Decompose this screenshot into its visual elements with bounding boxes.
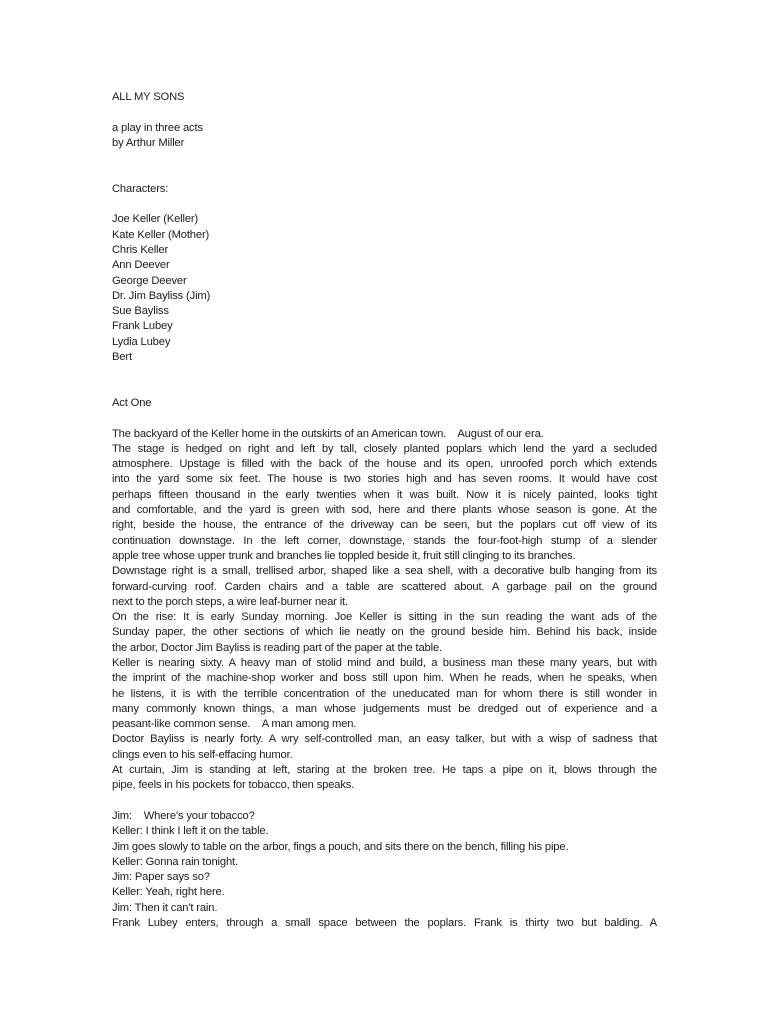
play-author: by Arthur Miller [112, 136, 185, 149]
stage-direction-line: atmosphere. Upstage is filled with the back of the house and its open, unroofed porch which extends [112, 458, 657, 471]
dialogue-line: Keller: Yeah, right here. [112, 886, 225, 899]
character-item: Chris Keller [112, 243, 169, 256]
character-item: Lydia Lubey [112, 335, 171, 348]
stage-direction-line: and comfortable, and the yard is green with sod, here and there plants whose season is gone. At the [112, 504, 657, 517]
dialogue-line: Jim: Where's your tobacco? [112, 809, 255, 822]
stage-direction-line: the imprint of the machine-shop worker and boss still upon him. When he reads, when he speaks, when [112, 672, 657, 685]
character-list [112, 212, 657, 365]
spacer [112, 381, 657, 396]
stage-direction-line: Doctor Bayliss is nearly forty. A wry self-controlled man, an easy talker, but with a wisp of sadness that [112, 733, 657, 746]
stage-direction-line: he listens, it is with the terrible concentration of the uneducated man for whom there is still wonder in [112, 687, 657, 700]
spacer [112, 105, 657, 120]
character-item: Kate Keller (Mother) [112, 228, 210, 241]
dialogue-line: Jim: Then it can't rain. [112, 901, 218, 914]
stage-direction-line: apple tree whose upper trunk and branches lie toppled beside it, fruit still clinging to its branches. [112, 549, 576, 562]
stage-direction-line: perhaps fifteen thousand in the early twenties when it was built. Now it is nicely painted, looks tight [112, 488, 657, 501]
play-title: ALL MY SONS [112, 91, 185, 103]
stage-direction-line: The backyard of the Keller home in the outskirts of an American town. August of our era. [112, 427, 544, 440]
spacer [112, 197, 657, 212]
stage-direction-line: continuation downstage. In the left corner, downstage, stands the four-foot-high stump of a slender [112, 534, 657, 547]
stage-direction-line: peasant-like common sense. A man among men. [112, 718, 357, 731]
stage-direction-line: the arbor, Doctor Jim Bayliss is reading part of the paper at the table. [112, 641, 442, 654]
stage-direction-line: Downstage right is a small, trellised arbor, shaped like a sea shell, with a decorative bulb hanging from its [112, 565, 657, 578]
spacer [112, 411, 657, 426]
stage-directions [112, 427, 657, 794]
dialogue-line: Jim goes slowly to table on the arbor, fings a pouch, and sits there on the bench, filling his pipe. [112, 840, 569, 853]
stage-direction-line: On the rise: It is early Sunday morning. Joe Keller is sitting in the sun reading the want ads of the [112, 611, 657, 624]
stage-direction-line: Sunday paper, the other sections of which lie neatly on the ground beside him. Behind his back, inside [112, 626, 657, 639]
dialogue [112, 809, 657, 916]
document-page [112, 90, 657, 931]
character-item: Bert [112, 351, 132, 364]
dialogue-line: Jim: Paper says so? [112, 871, 210, 884]
act-heading: Act One [112, 396, 152, 409]
character-item: Sue Bayliss [112, 305, 169, 318]
character-item: Joe Keller (Keller) [112, 213, 199, 226]
stage-direction-line: At curtain, Jim is standing at left, staring at the broken tree. He taps a pipe on it, blows through the [112, 764, 657, 777]
stage-direction-line: clings even to his self-effacing humor. [112, 748, 293, 761]
play-subtitle: a play in three acts [112, 121, 203, 134]
character-item: Ann Deever [112, 259, 170, 272]
spacer [112, 151, 657, 166]
stage-direction-line: forward-curving roof. Carden chairs and a table are scattered about. A garbage pail on the ground [112, 580, 657, 593]
spacer [112, 794, 657, 809]
stage-direction-line: next to the porch steps, a wire leaf-burner near it. [112, 595, 348, 608]
characters-heading: Characters: [112, 182, 169, 195]
stage-direction-line: many commonly known things, a man whose judgements must be dredged out of experience and a [112, 702, 657, 715]
spacer [112, 365, 657, 380]
character-item: George Deever [112, 274, 187, 287]
stage-direction-line: into the yard some six feet. The house is two stories high and has seven rooms. It would have cost [112, 473, 657, 486]
spacer [112, 166, 657, 181]
stage-direction-line: pipe, feels in his pockets for tobacco, then speaks. [112, 779, 355, 792]
stage-direction-line: The stage is hedged on right and left by tall, closely planted poplars which lend the yard a secluded [112, 442, 657, 455]
stage-direction-line: Keller is nearing sixty. A heavy man of stolid mind and build, a business man these many years, but with [112, 656, 657, 669]
stage-direction-line: right, beside the house, the entrance of the driveway can be seen, but the poplars cut off view of its [112, 519, 657, 532]
final-line: Frank Lubey enters, through a small space between the poplars. Frank is thirty two but balding. A [112, 917, 657, 930]
dialogue-line: Keller: I think I left it on the table. [112, 825, 269, 838]
character-item: Frank Lubey [112, 320, 173, 333]
character-item: Dr. Jim Bayliss (Jim) [112, 289, 211, 302]
dialogue-line: Keller: Gonna rain tonight. [112, 855, 238, 868]
